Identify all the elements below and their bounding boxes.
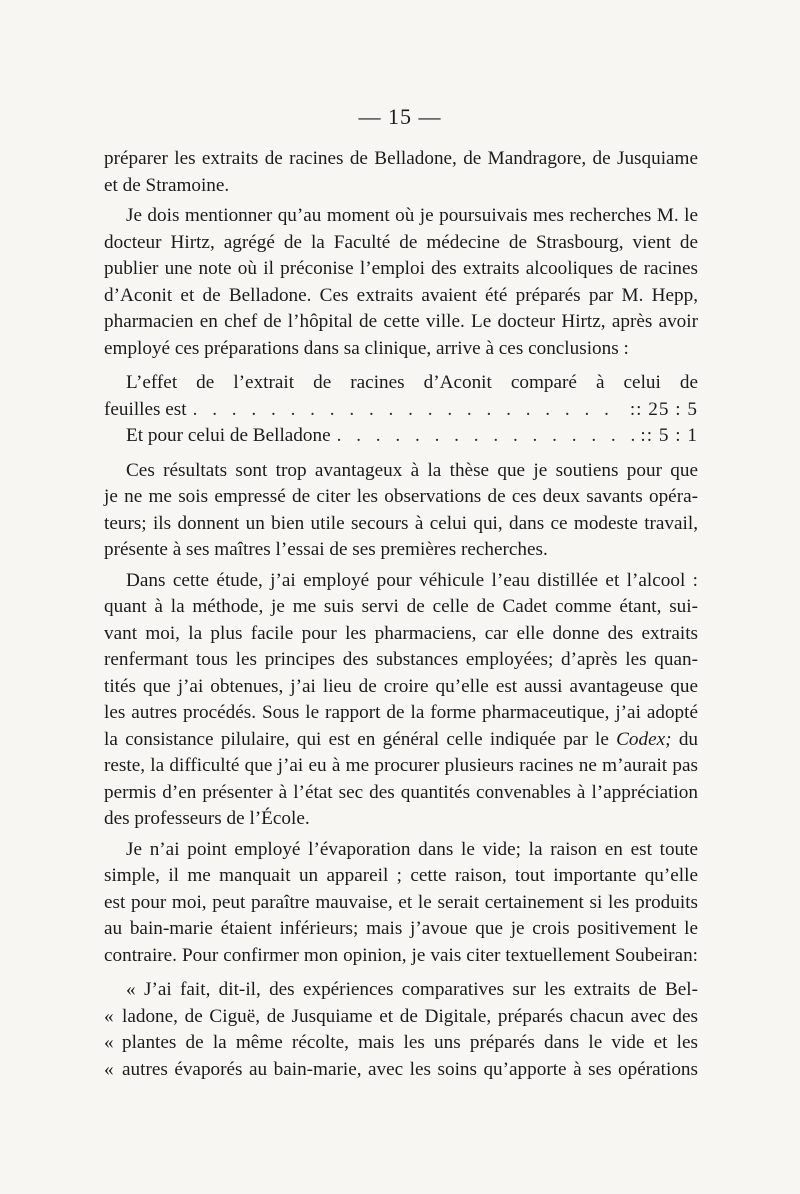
text-line: présente à ses maîtres l’essai de ses premières recherches.	[104, 539, 548, 560]
text-line: permis d’en présenter à l’état sec des quantités convenables à l’appréciation	[104, 781, 698, 803]
text-line: préparer les extraits de racines de Belladone, de Mandragore, de Jusquiame	[104, 148, 698, 169]
comparison-value: :: 5 : 1	[640, 425, 698, 446]
codex-italic: Codex;	[616, 728, 672, 750]
text-line: les autres procédés. Sous le rapport de la forme pharmaceutique, j’ai adopté	[104, 702, 698, 723]
body-text	[104, 146, 698, 1083]
text-line: et de Stramoine.	[104, 174, 230, 196]
quote-text: autres évaporés au bain-marie, avec les soins qu’apporte à ses opérations	[122, 1058, 698, 1080]
text-line: tités que j’ai obtenues, j’ai lieu de croire qu’elle est aussi avantageuse que	[104, 675, 698, 697]
dot-leader	[337, 423, 635, 450]
text-line: vant moi, la plus facile pour les pharmaciens, car elle donne des extraits	[104, 622, 698, 644]
text-line: simple, il me manquait un appareil ; cette raison, tout importante qu’elle	[104, 865, 698, 886]
quote-mark: «	[104, 1032, 114, 1053]
text-segment: du	[671, 728, 699, 750]
text-line: employé ces préparations dans sa clinique, arrive à ces conclusions :	[104, 337, 629, 359]
comparison-row-leaves	[104, 397, 698, 424]
text-line: d’Aconit et de Belladone. Ces extraits avaient été préparés par M. Hepp,	[104, 284, 698, 306]
quote-mark: «	[126, 979, 136, 1000]
comparison-row-belladonna	[104, 423, 698, 450]
quote-line	[104, 1004, 698, 1031]
text-line: renfermant tous les principes des substances employées; d’après les quan-	[104, 649, 698, 670]
text-line: des professeurs de l’École.	[104, 808, 310, 829]
text-line: reste, la difficulté que j’ai eu à me procurer plusieurs racines ne m’aurait pas	[104, 755, 698, 776]
text-line-codex	[104, 727, 698, 754]
quote-text: ladone, de Ciguë, de Jusquiame et de Digitale, préparés chacun avec des	[122, 1005, 698, 1027]
quote-mark: «	[104, 1058, 114, 1080]
text-line: au bain-marie étaient inférieurs; mais j’avoue que je crois positivement le	[104, 918, 698, 939]
text-line: est pour moi, peut paraître mauvaise, et le serait certainement si les produits	[104, 891, 698, 913]
comparison-label: Et pour celui de Belladone	[126, 425, 331, 446]
text-line: publier une note où il préconise l’emploi des extraits alcooliques de racines	[104, 258, 698, 279]
text-line: Je n’ai point employé l’évaporation dans le vide; la raison en est toute	[126, 838, 698, 860]
text-line: quant à la méthode, je me suis servi de celle de Cadet comme étant, sui-	[104, 596, 698, 617]
text-segment: la consistance pilulaire, qui est en général celle indiquée par le	[104, 728, 617, 750]
text-line: Dans cette étude, j’ai employé pour véhicule l’eau distillée et l’alcool :	[126, 569, 698, 591]
text-line: docteur Hirtz, agrégé de la Faculté de médecine de Strasbourg, vient de	[104, 231, 698, 253]
quote-mark: «	[104, 1005, 114, 1027]
quote-line	[104, 1030, 698, 1057]
page-number: — 15 —	[358, 104, 442, 129]
text-line: pharmacien en chef de l’hôpital de cette ville. Le docteur Hirtz, après avoir	[104, 311, 698, 332]
quote-line	[104, 1057, 698, 1084]
text-line: je ne me sois empressé de citer les observations de ces deux savants opéra-	[104, 486, 698, 507]
quote-text: plantes de la même récolte, mais les uns préparés dans le vide et les	[122, 1032, 698, 1053]
comparison-label: feuilles est	[104, 398, 187, 420]
text-line: teurs; ils donnent un bien utile secours à celui qui, dans ce modeste travail,	[104, 512, 698, 534]
text-line: L’effet de l’extrait de racines d’Aconit comparé à celui de	[126, 372, 698, 393]
dot-leader	[193, 397, 624, 424]
comparison-value: :: 25 : 5	[629, 398, 698, 420]
quote-line	[104, 977, 698, 1004]
text-line: Ces résultats sont trop avantageux à la thèse que je soutiens pour que	[126, 459, 698, 481]
text-line: Je dois mentionner qu’au moment où je poursuivais mes recherches M. le	[126, 205, 698, 226]
text-line: contraire. Pour confirmer mon opinion, je vais citer textuellement Soubeiran:	[104, 944, 698, 966]
quote-text: J’ai fait, dit-il, des expériences comparatives sur les extraits de Bel-	[144, 979, 698, 1000]
